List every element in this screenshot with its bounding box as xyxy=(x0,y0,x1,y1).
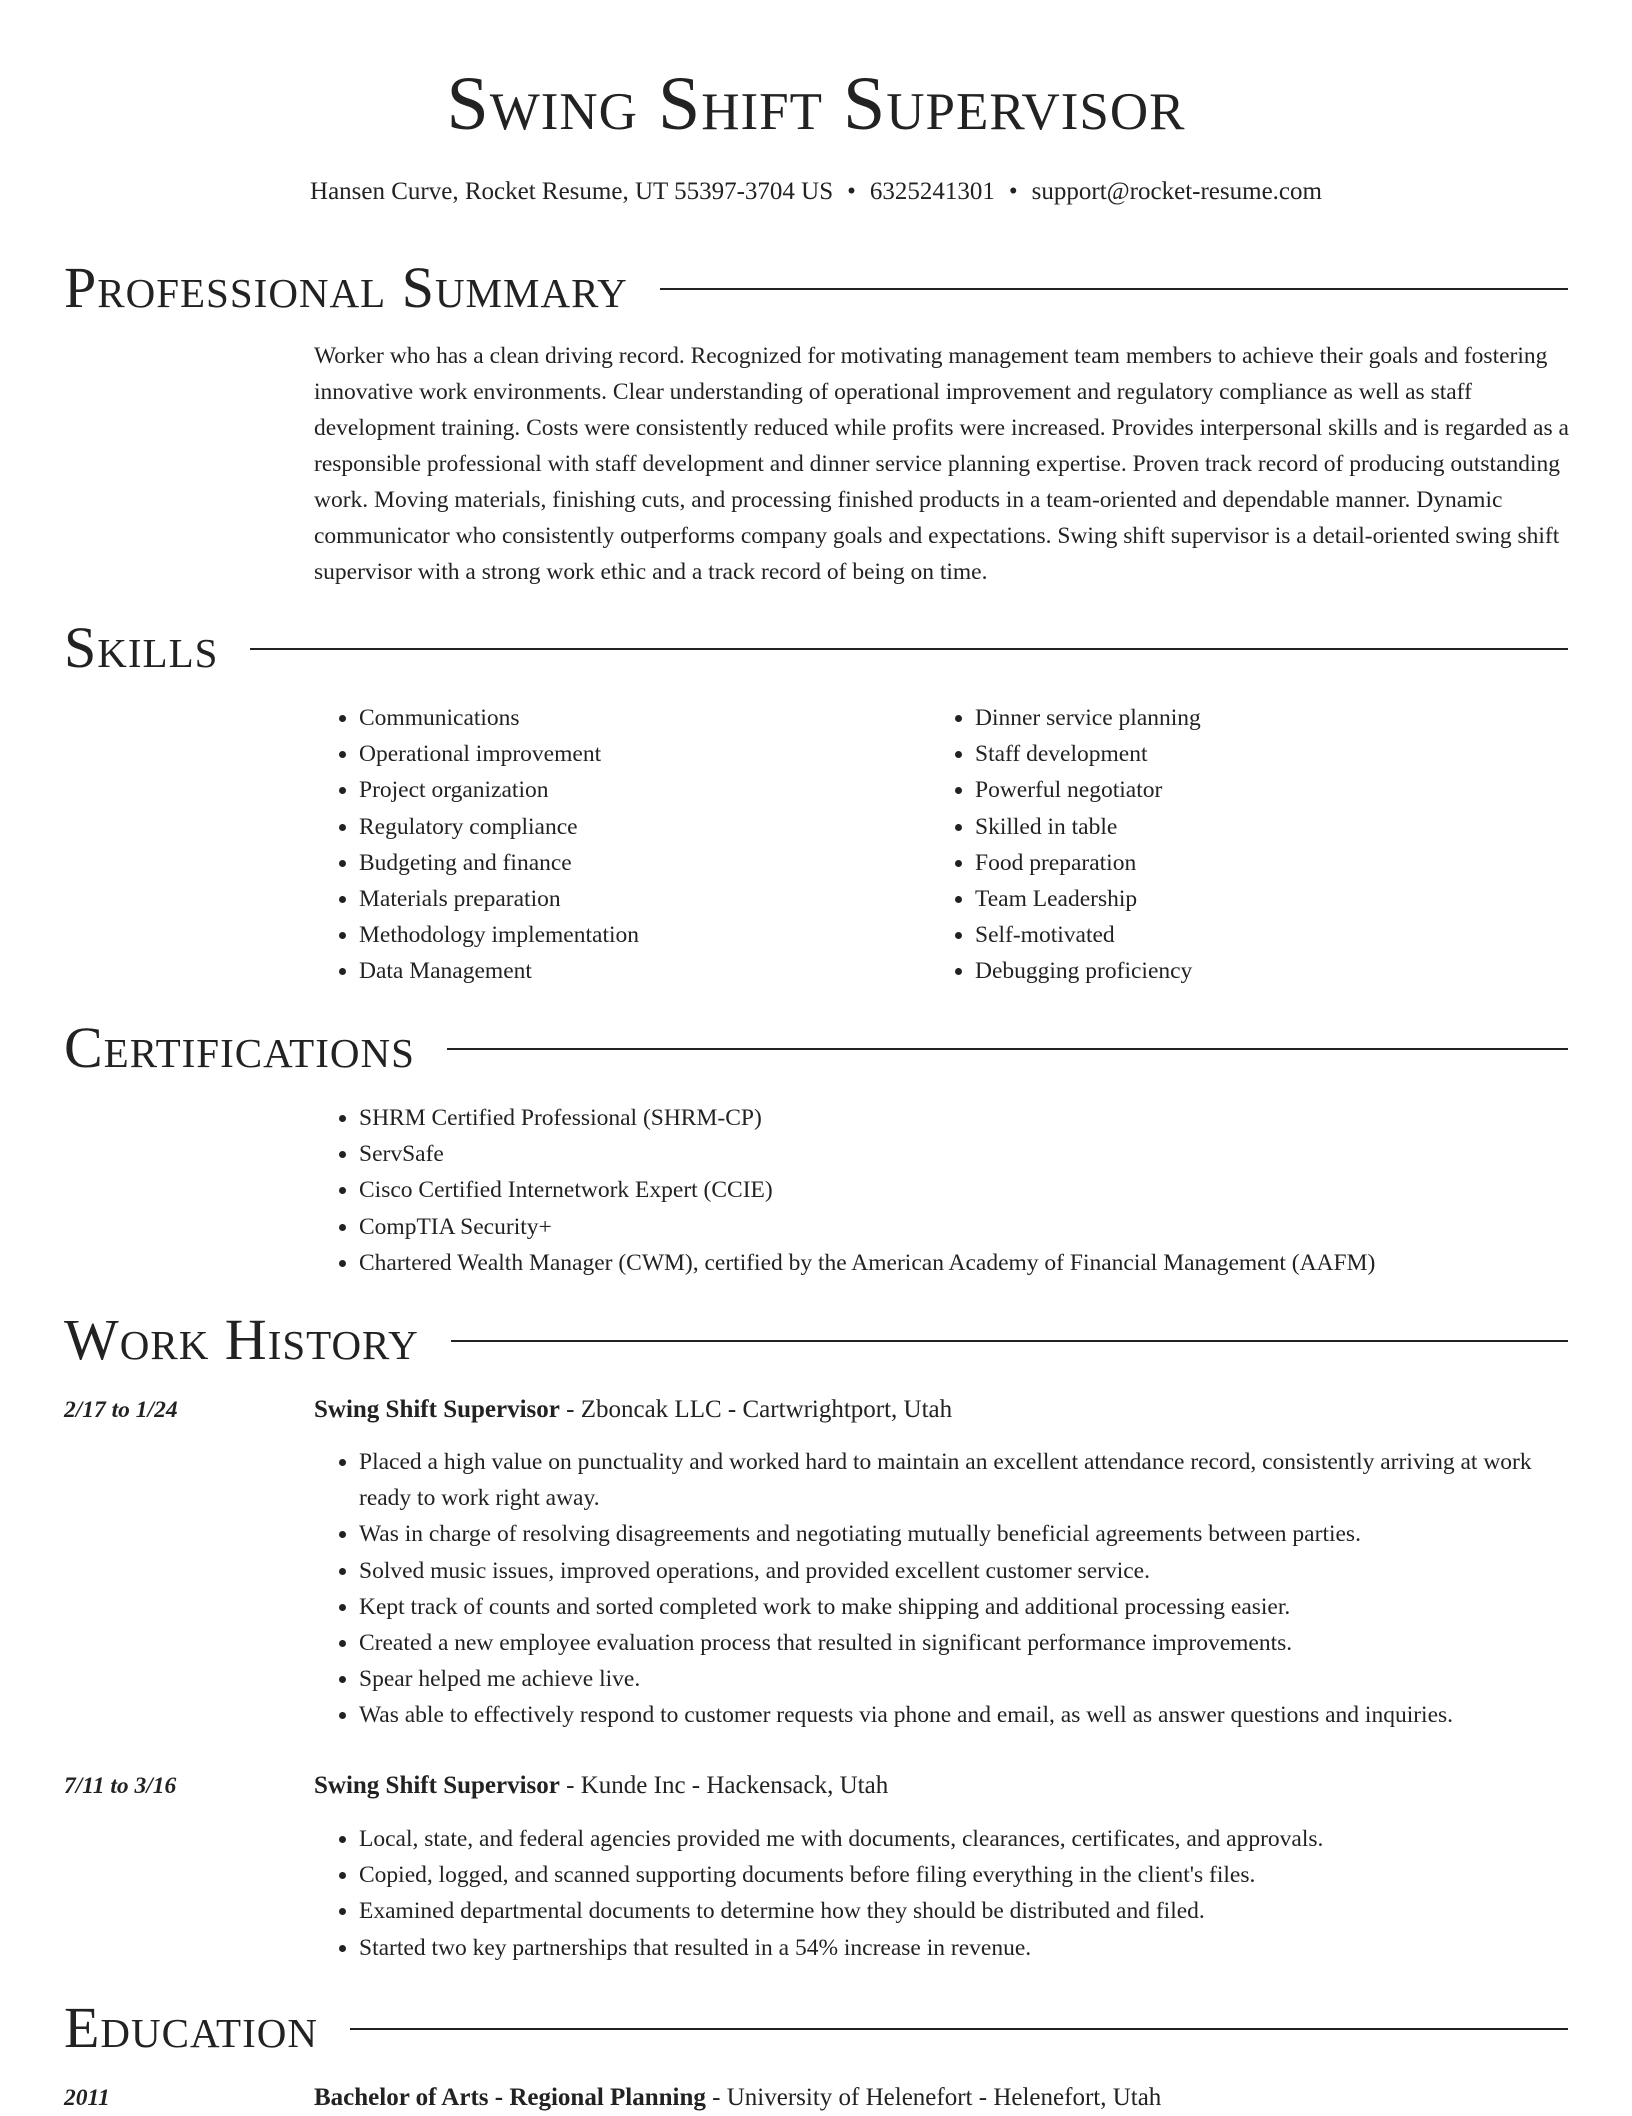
skills-list xyxy=(314,700,914,990)
contact-phone: 6325241301 xyxy=(869,178,995,205)
skill-item: • Materials preparation xyxy=(359,881,914,917)
education-heading xyxy=(314,2080,1570,2116)
education-school-location: - University of Helenefort - Helenefort, Utah xyxy=(705,2084,1162,2111)
job-company-location: - Kunde Inc - Hackensack, Utah xyxy=(559,1772,889,1799)
certification-item: • ServSafe xyxy=(359,1136,1570,1172)
section-rule xyxy=(451,1340,1568,1342)
job-dates: 2/17 to 1/24 xyxy=(64,1397,178,1423)
job-position: Swing Shift Supervisor xyxy=(314,1772,560,1799)
section-header-summary xyxy=(64,256,1568,320)
skill-item: • Food preparation xyxy=(975,845,1570,881)
responsibility-item: • Solved music issues, improved operations, and provided excellent customer service. xyxy=(359,1553,1570,1589)
contact-line xyxy=(0,176,1632,208)
skill-item: • Staff development xyxy=(975,736,1570,772)
skills-column-left xyxy=(314,700,914,990)
contact-separator: • xyxy=(847,178,856,205)
skill-item: • Team Leadership xyxy=(975,881,1570,917)
candidate-name: Swing Shift Supervisor xyxy=(446,62,1186,146)
certifications-list xyxy=(314,1100,1570,1281)
responsibility-item: • Placed a high value on punctuality and worked hard to maintain an excellent attendance record, consistently arriving at work ready to work right away. xyxy=(359,1444,1570,1516)
section-header-work-history xyxy=(64,1308,1568,1372)
section-header-skills xyxy=(64,616,1568,680)
skill-item: • Debugging proficiency xyxy=(975,953,1570,989)
job-dates: 7/11 to 3/16 xyxy=(64,1773,177,1799)
responsibility-item: • Kept track of counts and sorted completed work to make shipping and additional processing easier. xyxy=(359,1589,1570,1625)
certification-item: • Chartered Wealth Manager (CWM), certified by the American Academy of Financial Management (AAFM) xyxy=(359,1245,1570,1281)
section-title: Professional Summary xyxy=(64,255,628,320)
section-rule xyxy=(660,288,1568,290)
job-position: Swing Shift Supervisor xyxy=(314,1396,560,1423)
responsibility-list xyxy=(314,1444,1570,1734)
skill-item: • Regulatory compliance xyxy=(359,809,914,845)
section-title: Work History xyxy=(64,1307,419,1372)
responsibility-item: • Was able to effectively respond to customer requests via phone and email, as well as answer questions and inquiries. xyxy=(359,1697,1570,1733)
certifications-block xyxy=(314,1100,1570,1281)
certification-item: • SHRM Certified Professional (SHRM-CP) xyxy=(359,1100,1570,1136)
certification-item: • Cisco Certified Internetwork Expert (CCIE) xyxy=(359,1172,1570,1208)
skill-item: • Skilled in table xyxy=(975,809,1570,845)
contact-address: Hansen Curve, Rocket Resume, UT 55397-3704 US xyxy=(310,178,834,205)
skill-item: • Communications xyxy=(359,700,914,736)
contact-email: support@rocket-resume.com xyxy=(1031,178,1322,205)
skill-item: • Project organization xyxy=(359,772,914,808)
skills-column-right xyxy=(930,700,1570,990)
skills-list xyxy=(930,700,1570,990)
responsibility-item: • Copied, logged, and scanned supporting documents before filing everything in the client's files. xyxy=(359,1857,1570,1893)
section-rule xyxy=(350,2028,1568,2030)
skill-item: • Powerful negotiator xyxy=(975,772,1570,808)
education-year: 2011 xyxy=(64,2085,110,2111)
job-responsibilities xyxy=(314,1444,1570,1734)
job-company-location: - Zboncak LLC - Cartwrightport, Utah xyxy=(559,1396,953,1423)
job-heading xyxy=(314,1768,1570,1804)
responsibility-item: • Created a new employee evaluation process that resulted in significant performance improvements. xyxy=(359,1625,1570,1661)
skill-item: • Self-motivated xyxy=(975,917,1570,953)
section-header-education xyxy=(64,1996,1568,2060)
skill-item: • Methodology implementation xyxy=(359,917,914,953)
responsibility-list xyxy=(314,1821,1570,1966)
responsibility-item: • Started two key partnerships that resulted in a 54% increase in revenue. xyxy=(359,1930,1570,1966)
responsibility-item: • Was in charge of resolving disagreements and negotiating mutually beneficial agreements between parties. xyxy=(359,1516,1570,1552)
education-degree: Bachelor of Arts - Regional Planning xyxy=(314,2084,706,2111)
section-title: Certifications xyxy=(64,1015,415,1080)
skill-item: • Operational improvement xyxy=(359,736,914,772)
certification-item: • CompTIA Security+ xyxy=(359,1209,1570,1245)
skill-item: • Data Management xyxy=(359,953,914,989)
contact-separator: • xyxy=(1008,178,1018,205)
skill-item: • Budgeting and finance xyxy=(359,845,914,881)
responsibility-item: • Spear helped me achieve live. xyxy=(359,1661,1570,1697)
responsibility-item: • Local, state, and federal agencies provided me with documents, clearances, certificates, and approvals. xyxy=(359,1821,1570,1857)
job-heading xyxy=(314,1392,1570,1428)
section-rule xyxy=(447,1048,1568,1050)
job-responsibilities xyxy=(314,1821,1570,1966)
responsibility-item: • Examined departmental documents to determine how they should be distributed and filed. xyxy=(359,1893,1570,1929)
section-header-certifications xyxy=(64,1016,1568,1080)
section-title: Skills xyxy=(64,615,219,680)
summary-text: Worker who has a clean driving record. Recognized for motivating management team members to achieve their goals and fostering innovative work environments. Clear understanding of operational improvement and regulatory compliance as well as staff development training. Costs were consistently reduced while profits were increased. Provides interpersonal skills and is regarded as a responsible professional with staff development and dinner service planning expertise. Proven track record of producing outstanding work. Moving materials, finishing cuts, and processing finished products in a team-oriented and dependable manner. Dynamic communicator who consistently outperforms company goals and expectations. Swing shift supervisor is a detail-oriented swing shift supervisor with a strong work ethic and a track record of being on time. xyxy=(314,343,1569,585)
skill-item: • Dinner service planning xyxy=(975,700,1570,736)
section-rule xyxy=(250,648,1568,650)
section-title: Education xyxy=(64,1995,318,2060)
